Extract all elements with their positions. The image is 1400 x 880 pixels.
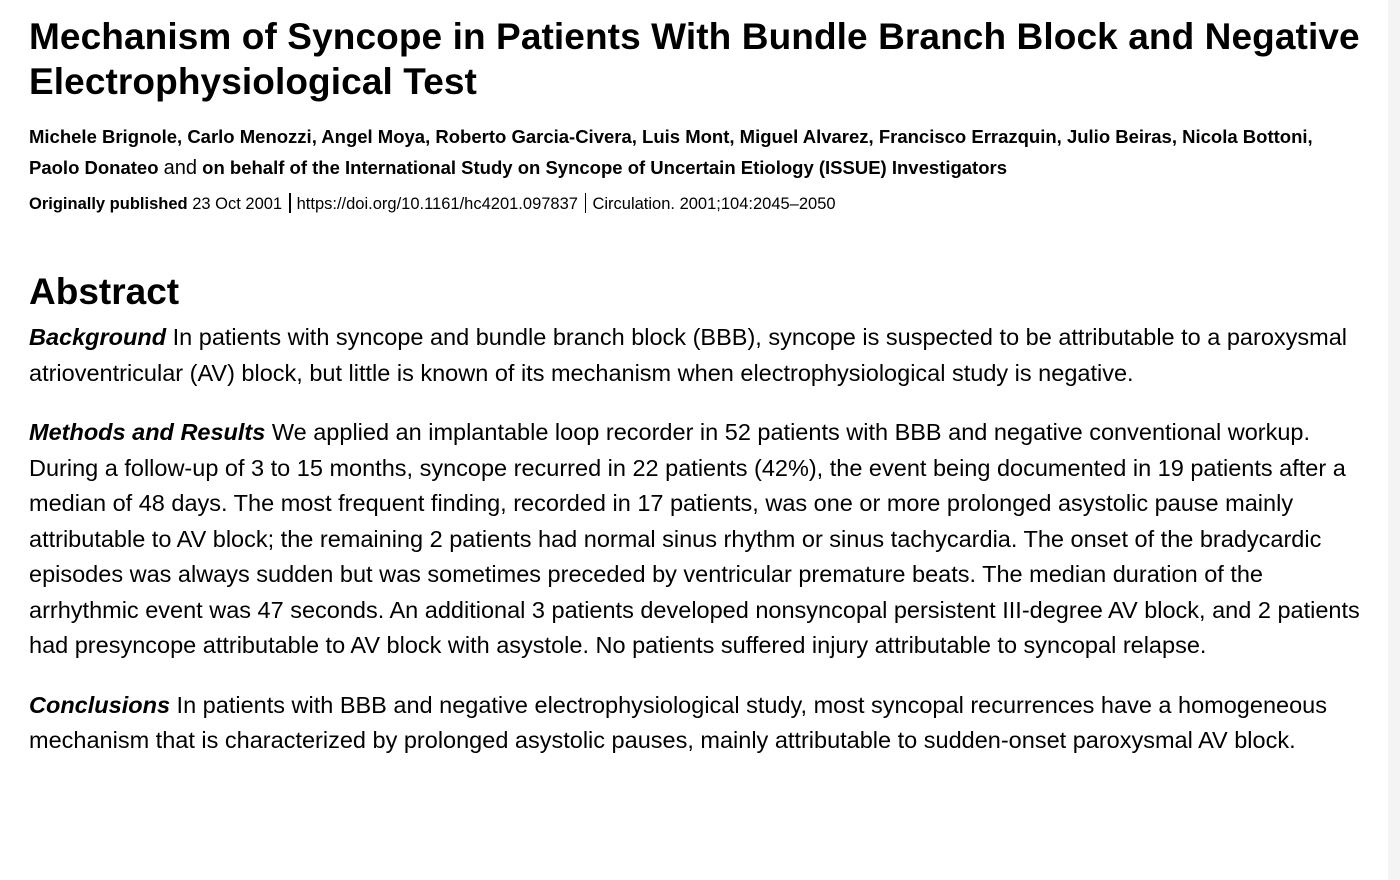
- scrollbar-track[interactable]: [1388, 0, 1400, 880]
- article-page: [29, 14, 1389, 759]
- author-link[interactable]: Miguel Alvarez: [739, 126, 869, 147]
- group-author-link[interactable]: on behalf of the International Study on Syncope of Uncertain Etiology (ISSUE) Investigators: [202, 157, 1007, 178]
- author-link[interactable]: Carlo Menozzi: [187, 126, 312, 147]
- author-and: and: [163, 157, 198, 179]
- author-link[interactable]: Nicola Bottoni: [1182, 126, 1308, 147]
- section-label: Background: [29, 324, 167, 350]
- published-label: Originally published: [29, 195, 188, 213]
- author-link[interactable]: Luis Mont: [642, 126, 730, 147]
- abstract-methods-results: [29, 415, 1379, 664]
- meta-divider: [289, 193, 291, 213]
- author-link[interactable]: Francisco Errazquin: [878, 126, 1057, 147]
- section-text: In patients with BBB and negative electrophysiological study, most syncopal recurrences have a homogeneous mechanism that is characterized by prolonged asystolic pauses, mainly attributable to sudden-onset paroxysmal AV block.: [29, 691, 1327, 753]
- author-link[interactable]: Paolo Donateo: [29, 157, 159, 178]
- author-link[interactable]: Angel Moya: [321, 126, 426, 147]
- author-list: Michele Brignole, Carlo Menozzi, Angel Moya, Roberto Garcia-Civera, Luis Mont, Miguel Alvarez, Francisco Errazquin, Julio Beiras, Nicola Bottoni, Paolo Donateo and on behalf of the International Study on Syncope of Uncertain Etiology (ISSUE) Investigators: [29, 126, 1313, 179]
- abstract-heading: Abstract: [29, 271, 180, 312]
- published-date: 23 Oct 2001: [192, 195, 283, 213]
- section-label: Methods and Results: [29, 419, 266, 445]
- citation-text: Circulation. 2001;104:2045–2050: [592, 195, 836, 213]
- article-title: Mechanism of Syncope in Patients With Bundle Branch Block and Negative Electrophysiological Test: [29, 16, 1360, 102]
- abstract-background: [29, 320, 1379, 391]
- author-link[interactable]: Michele Brignole: [29, 126, 178, 147]
- doi-link[interactable]: https://doi.org/10.1161/hc4201.097837: [296, 195, 578, 213]
- publication-meta: [29, 193, 1389, 215]
- section-text: In patients with syncope and bundle branch block (BBB), syncope is suspected to be attributable to a paroxysmal atrioventricular (AV) block, but little is known of its mechanism when electrophysiological study is negative.: [29, 324, 1348, 386]
- section-text: We applied an implantable loop recorder in 52 patients with BBB and negative conventional workup. During a follow-up of 3 to 15 months, syncope recurred in 22 patients (42%), the event being documented in 19 patients after a median of 48 days. The most frequent finding, recorded in 17 patients, was one or more prolonged asystolic pause mainly attributable to AV block; the remaining 2 patients had normal sinus rhythm or sinus tachycardia. The onset of the bradycardic episodes was always sudden but was sometimes preceded by ventricular premature beats. The median duration of the arrhythmic event was 47 seconds. An additional 3 patients developed nonsyncopal persistent III-degree AV block, and 2 patients had presyncope attributable to AV block with asystole. No patients suffered injury attributable to syncopal relapse.: [29, 419, 1360, 658]
- meta-divider: [585, 193, 587, 213]
- section-label: Conclusions: [29, 691, 171, 718]
- author-link[interactable]: Julio Beiras: [1066, 126, 1172, 147]
- author-link[interactable]: Roberto Garcia-Civera: [435, 126, 632, 147]
- abstract-conclusions: [29, 688, 1379, 759]
